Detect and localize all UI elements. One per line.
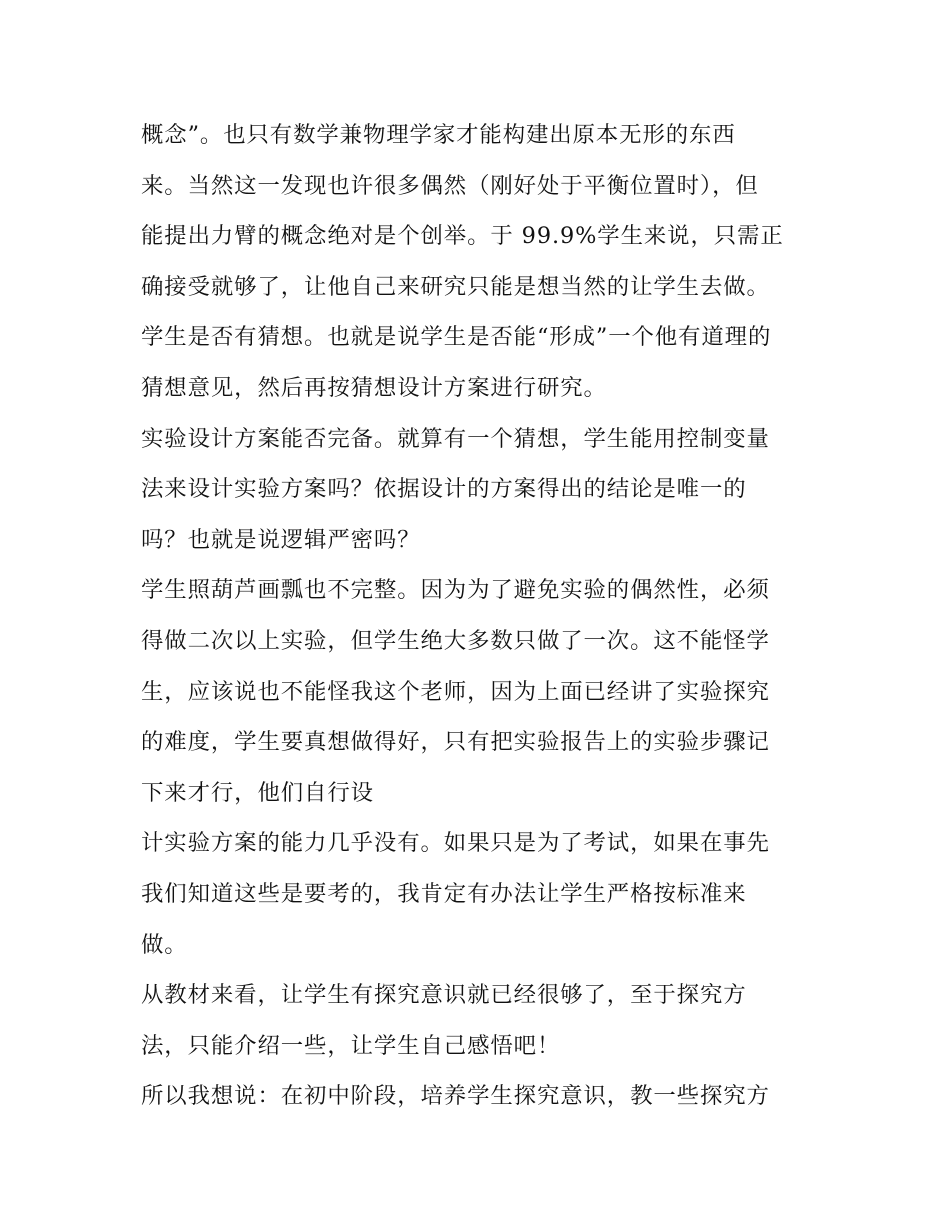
- text-line: 我们知道这些是要考的，我肯定有办法让学生严格按标准来: [141, 880, 747, 907]
- text-line: 所以我想说：在初中阶段，培养学生探究意识，教一些探究方: [141, 1083, 770, 1110]
- text-line: 生，应该说也不能怪我这个老师，因为上面已经讲了实验探究: [141, 678, 770, 705]
- text-line: 从教材来看，让学生有探究意识就已经很够了，至于探究方: [141, 982, 747, 1009]
- text-line: 下来才行，他们自行设: [141, 779, 374, 806]
- text-line: 得做二次以上实验，但学生绝大多数只做了一次。这不能怪学: [141, 627, 770, 654]
- text-line: 能提出力臂的概念绝对是个创举。于 99.9%学生来说，只需正: [141, 223, 784, 250]
- text-line: 学生照葫芦画瓢也不完整。因为为了避免实验的偶然性，必须: [141, 577, 770, 604]
- text-line: 吗？也就是说逻辑严密吗？: [141, 526, 421, 553]
- text-line: 确接受就够了，让他自己来研究只能是想当然的让学生去做。: [141, 273, 770, 300]
- text-line: 法，只能介绍一些，让学生自己感悟吧！: [141, 1032, 561, 1059]
- text-line: 猜想意见，然后再按猜想设计方案进行研究。: [141, 374, 607, 401]
- text-line: 的难度，学生要真想做得好，只有把实验报告上的实验步骤记: [141, 729, 770, 756]
- text-line: 计实验方案的能力几乎没有。如果只是为了考试，如果在事先: [141, 830, 770, 857]
- text-line: 做。: [141, 931, 188, 958]
- text-line: 法来设计实验方案吗？依据设计的方案得出的结论是唯一的: [141, 476, 747, 503]
- text-line: 实验设计方案能否完备。就算有一个猜想，学生能用控制变量: [141, 425, 770, 452]
- body-text: [141, 110, 831, 1122]
- text-line: 学生是否有猜想。也就是说学生是否能“形成”一个他有道理的: [141, 324, 772, 351]
- text-line: 来。当然这一发现也许很多偶然（刚好处于平衡位置时），但: [141, 172, 759, 199]
- text-line: 概念”。也只有数学兼物理学家才能构建出原本无形的东西: [141, 122, 736, 148]
